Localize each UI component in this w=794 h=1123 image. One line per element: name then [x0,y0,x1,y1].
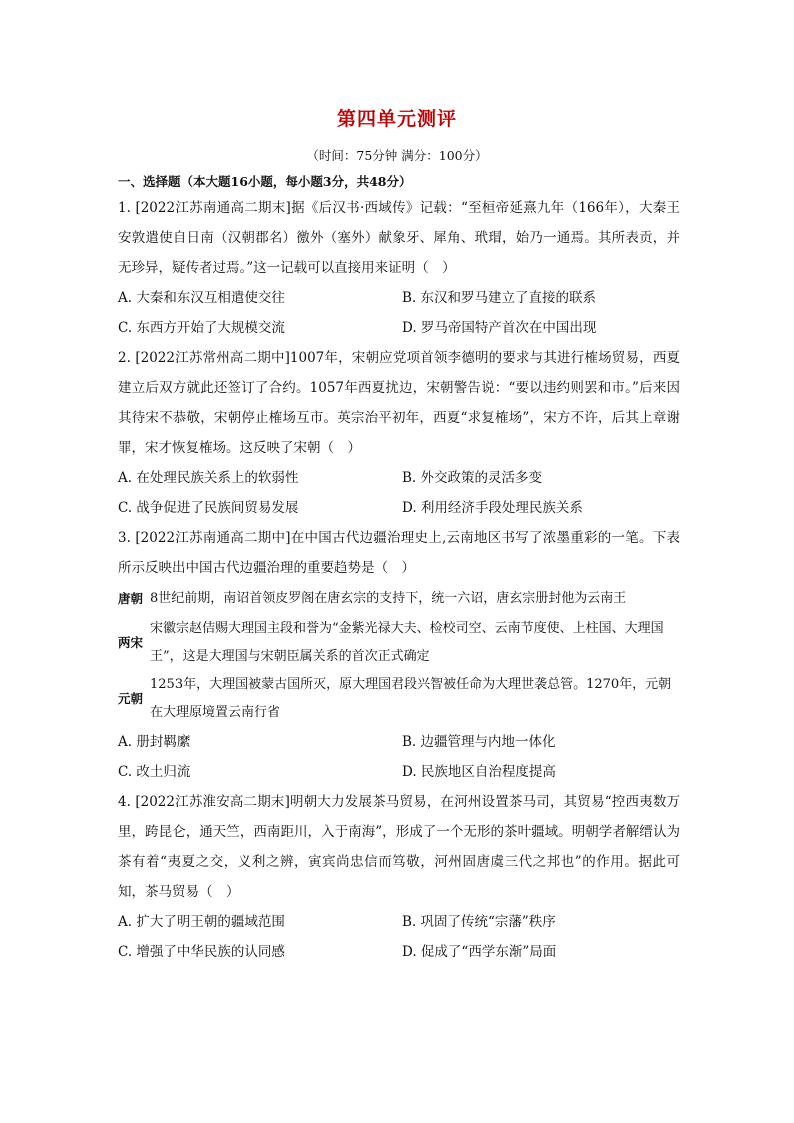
table-era: 两宋 [118,635,144,650]
exam-time-info: （时间：75分钟 满分：100分） [306,148,488,163]
option-b: B. 外交政策的灵活多变 [402,470,543,486]
table-desc: 8世纪前期，南诏首领皮罗阁在唐玄宗的支持下，统一六诏，唐玄宗册封他为云南王 [150,591,627,606]
question-2-options [118,463,680,523]
question-3-options [118,727,680,787]
option-b: B. 东汉和罗马建立了直接的联系 [402,290,597,306]
question-1-options [118,283,680,343]
option-b: B. 巩固了传统“宗藩”秩序 [402,914,556,930]
option-b: B. 边疆管理与内地一体化 [402,734,556,750]
option-d: D. 民族地区自治程度提高 [402,764,556,780]
question-4 [118,787,680,967]
question-3 [118,523,680,787]
table-desc: 宋徽宗赵佶赐大理国主段和誉为“金紫光禄大夫、检校司空、云南节度使、上柱国、大理国王”，这是大理国与宋朝臣属关系的首次正式确定 [150,621,664,664]
page-title: 第四单元测评 [336,108,457,130]
question-4-options [118,907,680,967]
option-c: C. 东西方开始了大规模交流 [118,320,285,336]
question-2 [118,343,680,523]
table-desc: 1253年，大理国被蒙古国所灭，原大理国君段兴智被任命为大理世袭总管。1270年，元朝在大理原境置云南行省 [150,677,672,720]
option-d: D. 罗马帝国特产首次在中国出现 [402,320,597,336]
section-heading: 一、选择题（本大题16小题，每小题3分，共48分） [118,174,412,189]
question-3-stem: 3. [2022江苏南通高二期中]在中国古代边疆治理史上,云南地区书写了浓墨重彩的一笔。下表所示反映出中国古代边疆治理的重要趋势是（ ） [118,530,680,576]
option-d: D. 促成了“西学东渐”局面 [402,944,557,960]
option-a: A. 册封羁縻 [118,734,191,750]
option-a: A. 大秦和东汉互相遣使交往 [118,290,285,306]
option-c: C. 战争促进了民族间贸易发展 [118,500,299,516]
question-4-stem: 4. [2022江苏淮安高二期末]明朝大力发展茶马贸易，在河州设置茶马司，其贸易“控西夷数万里，跨昆仑，通天竺，西南距川，入于南海”，形成了一个无形的茶叶疆域。明朝学者解缙认为茶有着“夷夏之交，义利之辨，寅宾尚忠信而笃敬，河州固唐虞三代之邦也”的作用。据此可知，茶马贸易（ ） [118,794,680,900]
question-2-stem: 2. [2022江苏常州高二期中]1007年，宋朝应党项首领李德明的要求与其进行榷场贸易，西夏建立后双方就此还签订了合约。1057年西夏扰边，宋朝警告说：“要以违约则罢和市。”后来因其待宋不恭敬，宋朝停止榷场互市。英宗治平初年，西夏“求复榷场”，宋方不许，后其上章谢罪，宋才恢复榷场。这反映了宋朝（ ） [118,350,680,456]
table-row [118,671,680,727]
question-list [118,193,680,967]
table-row [118,615,680,671]
option-a: A. 在处理民族关系上的软弱性 [118,470,299,486]
table-row [118,583,680,615]
option-c: C. 增强了中华民族的认同感 [118,944,285,960]
question-1-stem: 1. [2022江苏南通高二期末]据《后汉书·西域传》记载：“至桓帝延熹九年（166年），大秦王安敦遣使自日南（汉朝郡名）徼外（塞外）献象牙、犀角、玳瑁，始乃一通焉。其所表贡，并无珍异，疑传者过焉。”这一记载可以直接用来证明（ ） [118,200,680,276]
option-a: A. 扩大了明王朝的疆域范围 [118,914,285,930]
option-d: D. 利用经济手段处理民族关系 [402,500,583,516]
option-c: C. 改土归流 [118,764,191,780]
history-table [118,583,680,727]
table-era: 元朝 [118,691,144,706]
table-era: 唐朝 [118,591,144,606]
question-1 [118,193,680,343]
